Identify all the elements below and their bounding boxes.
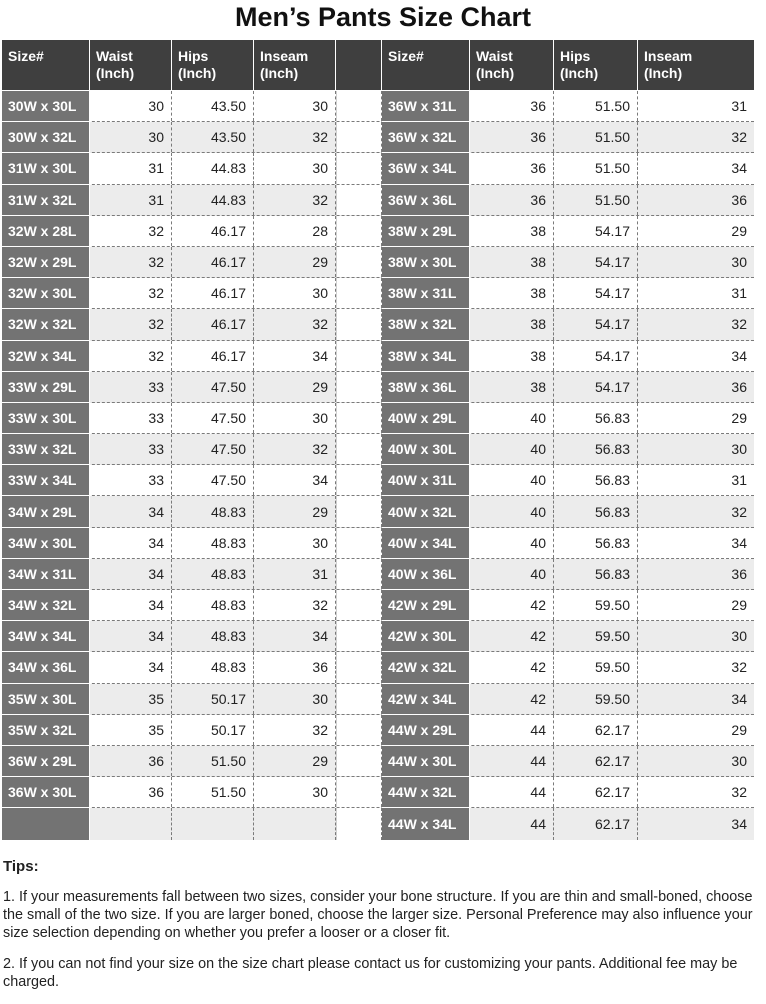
right-inseam-cell: 32: [731, 784, 747, 801]
right-size-cell: 44W x 32L: [382, 777, 470, 808]
right-size-cell: 40W x 31L: [382, 465, 470, 496]
right-hips-cell: 54.17: [554, 372, 638, 402]
left-size-cell: 33W x 34L: [2, 465, 90, 496]
left-size-cell: 33W x 32L: [2, 434, 90, 465]
header-inseam-left: Inseam (Inch): [254, 40, 336, 90]
table-row: [2, 559, 754, 590]
left-inseam-cell: 34: [254, 341, 336, 371]
right-size-cell: 44W x 34L: [382, 808, 470, 840]
right-waist-cell: 42: [470, 652, 554, 682]
left-hips-cell: 43.50: [172, 122, 254, 152]
left-size-cell: 34W x 32L: [2, 590, 90, 621]
table-row: [2, 372, 754, 403]
right-inseam-cell: 34: [731, 815, 747, 832]
right-waist-cell: 40: [470, 434, 554, 464]
table-row: [2, 403, 754, 434]
table-row: [2, 309, 754, 340]
right-inseam-cell: 36: [731, 191, 747, 208]
right-waist-cell: 38: [470, 372, 554, 402]
right-waist-cell: 40: [470, 496, 554, 526]
right-hips-cell: 59.50: [554, 652, 638, 682]
right-size-cell: 36W x 32L: [382, 122, 470, 153]
right-hips-cell: 62.17: [554, 808, 638, 839]
right-size-cell: 40W x 34L: [382, 528, 470, 559]
left-waist-cell: [90, 808, 172, 839]
right-hips-cell: 56.83: [554, 465, 638, 495]
table-row: [2, 153, 754, 184]
table-row: [2, 528, 754, 559]
left-hips-cell: 47.50: [172, 465, 254, 495]
left-inseam-cell: 29: [254, 746, 336, 776]
right-hips-cell: 62.17: [554, 715, 638, 745]
right-waist-cell: 42: [470, 621, 554, 651]
right-waist-cell: 38: [470, 341, 554, 371]
right-size-cell: 38W x 32L: [382, 309, 470, 340]
right-inseam-cell: 30: [731, 753, 747, 770]
right-waist-cell: 44: [470, 808, 554, 839]
left-size-cell: 34W x 34L: [2, 621, 90, 652]
left-waist-cell: 34: [90, 621, 172, 651]
table-body: [2, 91, 754, 840]
left-waist-cell: 36: [90, 777, 172, 807]
left-waist-cell: 33: [90, 403, 172, 433]
right-size-cell: 36W x 34L: [382, 153, 470, 184]
right-size-cell: 38W x 34L: [382, 341, 470, 372]
left-waist-cell: 35: [90, 684, 172, 714]
right-hips-cell: 62.17: [554, 777, 638, 807]
left-size-cell: 32W x 32L: [2, 309, 90, 340]
left-inseam-cell: 29: [254, 496, 336, 526]
left-hips-cell: 51.50: [172, 746, 254, 776]
left-waist-cell: 32: [90, 216, 172, 246]
right-hips-cell: 51.50: [554, 153, 638, 183]
left-size-cell: 34W x 29L: [2, 496, 90, 527]
left-hips-cell: 50.17: [172, 684, 254, 714]
right-hips-cell: 54.17: [554, 247, 638, 277]
right-hips-cell: 56.83: [554, 496, 638, 526]
right-size-cell: 36W x 36L: [382, 185, 470, 216]
left-hips-cell: 46.17: [172, 278, 254, 308]
right-size-cell: 40W x 32L: [382, 496, 470, 527]
right-waist-cell: 42: [470, 590, 554, 620]
right-inseam-cell: 34: [731, 160, 747, 177]
right-waist-cell: 40: [470, 559, 554, 589]
column-gap: [336, 434, 382, 464]
right-waist-cell: 38: [470, 278, 554, 308]
left-hips-cell: 48.83: [172, 528, 254, 558]
left-hips-cell: 46.17: [172, 341, 254, 371]
header-hips-left: Hips (Inch): [172, 40, 254, 90]
right-inseam-cell: 29: [731, 409, 747, 426]
left-size-cell: 36W x 30L: [2, 777, 90, 808]
left-hips-cell: 43.50: [172, 91, 254, 121]
left-size-cell: 36W x 29L: [2, 746, 90, 777]
right-size-cell: 40W x 29L: [382, 403, 470, 434]
tip-1: 1. If your measurements fall between two sizes, consider your bone structure. If you are thin and small-boned, choose the small of the two size. If you are larger boned, choose the larger size. Personal Preference may also influence your size selection depending on whether you prefer a looser or a closer fit.: [3, 889, 753, 941]
left-waist-cell: 31: [90, 153, 172, 183]
left-waist-cell: 32: [90, 309, 172, 339]
left-size-cell: [2, 808, 90, 840]
right-inseam-cell: 30: [731, 441, 747, 458]
left-size-cell: 31W x 30L: [2, 153, 90, 184]
right-inseam-cell: 31: [731, 285, 747, 302]
right-hips-cell: 54.17: [554, 216, 638, 246]
right-hips-cell: 59.50: [554, 621, 638, 651]
right-inseam-cell: 32: [731, 129, 747, 146]
left-hips-cell: 48.83: [172, 652, 254, 682]
left-hips-cell: [172, 808, 254, 839]
column-gap: [336, 216, 382, 246]
right-size-cell: 38W x 31L: [382, 278, 470, 309]
size-chart-table: [2, 40, 754, 840]
left-waist-cell: 32: [90, 278, 172, 308]
table-row: [2, 652, 754, 683]
right-size-cell: 40W x 36L: [382, 559, 470, 590]
table-row: [2, 590, 754, 621]
left-waist-cell: 34: [90, 496, 172, 526]
column-gap: [336, 309, 382, 339]
right-inseam-cell: 34: [731, 690, 747, 707]
right-hips-cell: 56.83: [554, 434, 638, 464]
left-inseam-cell: 32: [254, 590, 336, 620]
right-hips-cell: 59.50: [554, 590, 638, 620]
column-gap: [336, 153, 382, 183]
right-waist-cell: 36: [470, 153, 554, 183]
right-waist-cell: 40: [470, 528, 554, 558]
right-size-cell: 42W x 30L: [382, 621, 470, 652]
right-inseam-cell: 36: [731, 378, 747, 395]
left-inseam-cell: 29: [254, 372, 336, 402]
left-hips-cell: 47.50: [172, 372, 254, 402]
right-inseam-cell: 29: [731, 721, 747, 738]
left-waist-cell: 33: [90, 372, 172, 402]
table-row: [2, 621, 754, 652]
column-gap: [336, 278, 382, 308]
left-waist-cell: 34: [90, 652, 172, 682]
column-gap: [336, 746, 382, 776]
right-waist-cell: 38: [470, 247, 554, 277]
left-hips-cell: 44.83: [172, 153, 254, 183]
left-waist-cell: 34: [90, 559, 172, 589]
column-gap: [336, 247, 382, 277]
right-size-cell: 36W x 31L: [382, 91, 470, 122]
table-row: [2, 808, 754, 839]
left-waist-cell: 30: [90, 91, 172, 121]
page-title: Men’s Pants Size Chart: [234, 2, 532, 32]
right-size-cell: 44W x 29L: [382, 715, 470, 746]
right-hips-cell: 56.83: [554, 559, 638, 589]
column-gap: [336, 465, 382, 495]
right-hips-cell: 51.50: [554, 122, 638, 152]
right-waist-cell: 38: [470, 216, 554, 246]
right-hips-cell: 56.83: [554, 528, 638, 558]
left-size-cell: 34W x 30L: [2, 528, 90, 559]
left-waist-cell: 34: [90, 528, 172, 558]
table-row: [2, 341, 754, 372]
table-row: [2, 684, 754, 715]
right-size-cell: 42W x 34L: [382, 684, 470, 715]
tip-2: 2. If you can not find your size on the size chart please contact us for customizing your pants. Additional fee may be charged.: [3, 956, 738, 990]
table-row: [2, 278, 754, 309]
column-gap: [336, 684, 382, 714]
left-inseam-cell: 31: [254, 559, 336, 589]
left-waist-cell: 33: [90, 434, 172, 464]
left-size-cell: 32W x 29L: [2, 247, 90, 278]
column-gap: [336, 496, 382, 526]
table-row: [2, 496, 754, 527]
left-waist-cell: 36: [90, 746, 172, 776]
left-inseam-cell: 30: [254, 278, 336, 308]
right-waist-cell: 44: [470, 777, 554, 807]
right-inseam-cell: 31: [731, 472, 747, 489]
tips-heading: Tips:: [3, 858, 39, 875]
left-inseam-cell: 32: [254, 122, 336, 152]
table-row: [2, 465, 754, 496]
left-inseam-cell: 30: [254, 684, 336, 714]
table-header: [2, 40, 754, 91]
header-inseam-right: Inseam (Inch): [644, 48, 693, 81]
right-hips-cell: 54.17: [554, 309, 638, 339]
right-size-cell: 40W x 30L: [382, 434, 470, 465]
left-hips-cell: 50.17: [172, 715, 254, 745]
left-inseam-cell: 34: [254, 465, 336, 495]
left-hips-cell: 48.83: [172, 496, 254, 526]
right-size-cell: 42W x 32L: [382, 652, 470, 683]
left-waist-cell: 30: [90, 122, 172, 152]
right-waist-cell: 40: [470, 465, 554, 495]
left-inseam-cell: 30: [254, 153, 336, 183]
left-hips-cell: 48.83: [172, 559, 254, 589]
right-inseam-cell: 34: [731, 534, 747, 551]
right-size-cell: 44W x 30L: [382, 746, 470, 777]
left-waist-cell: 32: [90, 247, 172, 277]
left-size-cell: 33W x 29L: [2, 372, 90, 403]
right-hips-cell: 51.50: [554, 185, 638, 215]
column-gap: [336, 590, 382, 620]
header-waist-right: Waist (Inch): [470, 40, 554, 90]
column-gap: [336, 372, 382, 402]
right-hips-cell: 51.50: [554, 91, 638, 121]
left-waist-cell: 32: [90, 341, 172, 371]
left-inseam-cell: 36: [254, 652, 336, 682]
column-gap: [336, 808, 382, 839]
table-row: [2, 715, 754, 746]
left-size-cell: 34W x 36L: [2, 652, 90, 683]
right-waist-cell: 44: [470, 746, 554, 776]
left-hips-cell: 48.83: [172, 621, 254, 651]
left-size-cell: 33W x 30L: [2, 403, 90, 434]
left-size-cell: 32W x 28L: [2, 216, 90, 247]
left-inseam-cell: 30: [254, 777, 336, 807]
left-size-cell: 30W x 32L: [2, 122, 90, 153]
table-row: [2, 216, 754, 247]
right-waist-cell: 36: [470, 122, 554, 152]
column-gap: [336, 777, 382, 807]
left-size-cell: 31W x 32L: [2, 185, 90, 216]
table-row: [2, 777, 754, 808]
right-inseam-cell: 29: [731, 597, 747, 614]
left-inseam-cell: 32: [254, 715, 336, 745]
left-size-cell: 35W x 32L: [2, 715, 90, 746]
right-size-cell: 42W x 29L: [382, 590, 470, 621]
left-waist-cell: 33: [90, 465, 172, 495]
right-inseam-cell: 29: [731, 222, 747, 239]
right-size-cell: 38W x 29L: [382, 216, 470, 247]
left-inseam-cell: 28: [254, 216, 336, 246]
column-gap: [336, 715, 382, 745]
right-hips-cell: 54.17: [554, 341, 638, 371]
header-size-left: Size#: [2, 40, 90, 90]
left-hips-cell: 47.50: [172, 403, 254, 433]
left-waist-cell: 35: [90, 715, 172, 745]
column-gap: [336, 652, 382, 682]
column-gap: [336, 559, 382, 589]
left-size-cell: 32W x 34L: [2, 341, 90, 372]
column-gap: [336, 528, 382, 558]
left-inseam-cell: 32: [254, 309, 336, 339]
right-hips-cell: 62.17: [554, 746, 638, 776]
left-hips-cell: 46.17: [172, 309, 254, 339]
left-hips-cell: 46.17: [172, 216, 254, 246]
left-hips-cell: 48.83: [172, 590, 254, 620]
table-row: [2, 91, 754, 122]
right-inseam-cell: 32: [731, 503, 747, 520]
left-inseam-cell: [254, 808, 336, 839]
right-inseam-cell: 32: [731, 316, 747, 333]
right-hips-cell: 56.83: [554, 403, 638, 433]
left-size-cell: 32W x 30L: [2, 278, 90, 309]
right-inseam-cell: 34: [731, 347, 747, 364]
column-gap: [336, 403, 382, 433]
right-size-cell: 38W x 36L: [382, 372, 470, 403]
left-waist-cell: 31: [90, 185, 172, 215]
tips-section: [3, 858, 763, 1004]
column-gap: [336, 122, 382, 152]
left-hips-cell: 47.50: [172, 434, 254, 464]
left-inseam-cell: 30: [254, 403, 336, 433]
right-waist-cell: 42: [470, 684, 554, 714]
left-inseam-cell: 34: [254, 621, 336, 651]
left-size-cell: 30W x 30L: [2, 91, 90, 122]
column-gap: [336, 185, 382, 215]
table-row: [2, 746, 754, 777]
left-size-cell: 34W x 31L: [2, 559, 90, 590]
left-waist-cell: 34: [90, 590, 172, 620]
column-gap: [336, 621, 382, 651]
table-row: [2, 122, 754, 153]
right-hips-cell: 59.50: [554, 684, 638, 714]
left-size-cell: 35W x 30L: [2, 684, 90, 715]
right-hips-cell: 54.17: [554, 278, 638, 308]
left-inseam-cell: 29: [254, 247, 336, 277]
left-inseam-cell: 32: [254, 185, 336, 215]
right-waist-cell: 38: [470, 309, 554, 339]
column-gap: [336, 91, 382, 121]
right-size-cell: 38W x 30L: [382, 247, 470, 278]
left-inseam-cell: 30: [254, 528, 336, 558]
header-size-right: Size#: [382, 40, 470, 90]
right-inseam-cell: 30: [731, 628, 747, 645]
header-waist-left: Waist (Inch): [90, 40, 172, 90]
left-hips-cell: 51.50: [172, 777, 254, 807]
right-waist-cell: 40: [470, 403, 554, 433]
column-gap: [336, 341, 382, 371]
right-inseam-cell: 30: [731, 254, 747, 271]
table-row: [2, 434, 754, 465]
table-row: [2, 247, 754, 278]
right-inseam-cell: 32: [731, 659, 747, 676]
left-hips-cell: 44.83: [172, 185, 254, 215]
right-inseam-cell: 36: [731, 565, 747, 582]
right-inseam-cell: 31: [731, 98, 747, 115]
header-spacer: [336, 40, 382, 90]
table-row: [2, 185, 754, 216]
header-hips-right: Hips (Inch): [554, 40, 638, 90]
left-inseam-cell: 32: [254, 434, 336, 464]
left-inseam-cell: 30: [254, 91, 336, 121]
right-waist-cell: 36: [470, 91, 554, 121]
right-waist-cell: 36: [470, 185, 554, 215]
left-hips-cell: 46.17: [172, 247, 254, 277]
right-waist-cell: 44: [470, 715, 554, 745]
